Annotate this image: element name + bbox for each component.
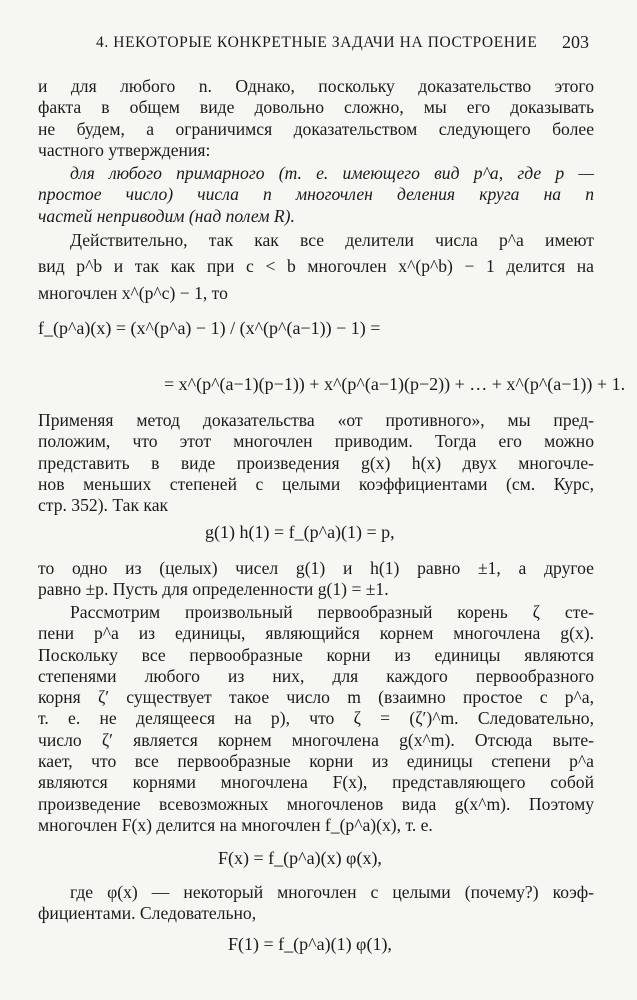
text-line: нов меньших степеней с целыми коэффициентами (см. Курс, [38,473,594,494]
text-line: число ζ′ является корнем многочлена g(x^m). Отсюда выте- [38,729,594,750]
formula-cyclotomic-lhs [38,318,380,339]
text-line: произведение всевозможных многочленов вида g(x^m). Поэтому [38,793,594,814]
text-line: простое число) числа n многочлен деления круга на n [38,184,594,205]
text-line: стр. 352). Так как [38,495,169,516]
paragraph-3 [38,410,594,516]
text-line: то одно из (целых) чисел g(1) и h(1) равно ±1, а другое [38,558,594,578]
text-line: пени p^a из единицы, являющийся корнем многочлена g(x). [38,623,594,644]
text-line: Рассмотрим произвольный первообразный корень ζ сте- [70,602,594,622]
text-line: т. е. не делящееся на p), что ζ = (ζ′)^m. Следовательно, [38,708,594,729]
formula-text: F(1) = f_(p^a)(1) φ(1), [228,934,392,954]
text-line: многочлен x^(p^c) − 1, то [38,282,228,303]
formula-factorization [218,848,382,869]
text-line: представить в виде произведения g(x) h(x) двух многочле- [38,452,594,473]
text-line: степенями любого из них, для каждого первообразного [38,665,594,686]
paragraph-5 [38,602,594,836]
page-number: 203 [562,32,589,52]
paragraph-1 [38,76,594,161]
text-line: фициентами. Следовательно, [38,903,257,924]
text-line: Поскольку все первообразные корни из единицы являются [38,644,594,665]
formula-text: g(1) h(1) = f_(p^a)(1) = p, [205,522,395,542]
paragraph-4 [38,558,594,601]
formula-product [205,522,395,543]
text-line: кает, что все первообразные корни из единицы степени p^a [38,751,594,772]
paragraph-2 [38,230,594,304]
text-line: многочлен F(x) делится на многочлен f_(p^a)(x), т. е. [38,814,433,835]
chapter-title: 4. НЕКОТОРЫЕ КОНКРЕТНЫЕ ЗАДАЧИ НА ПОСТРОЕНИЕ [96,34,538,51]
text-line: факта в общем виде довольно сложно, мы его доказывать [38,97,594,118]
text-line: не будем, а ограничимся доказательством следующего более [38,118,594,139]
formula-at-one [228,934,392,955]
text-line: корня ζ′ существует такое число m (взаимно простое с p^a, [38,687,594,708]
formula-text: f_(p^a)(x) = (x^(p^a) − 1) / (x^(p^(a−1)) − 1) = [38,318,381,338]
paragraph-6 [38,882,594,925]
text-line: Действительно, так как все делители числа p^a имеют [70,230,594,250]
formula-text: F(x) = f_(p^a)(x) φ(x), [218,848,382,868]
formula-cyclotomic-rhs [164,374,625,395]
text-line: и для любого n. Однако, поскольку доказательство этого [38,76,594,96]
text-line: где φ(x) — некоторый многочлен с целыми (почему?) коэф- [70,882,594,902]
text-line: вид p^b и так как при c < b многочлен x^(p^b) − 1 делится на [38,256,594,277]
text-line: являются корнями многочлена F(x), представляющего собой [38,772,594,793]
text-line: равно ±p. Пусть для определенности g(1) = ±1. [38,579,389,600]
running-header [0,30,637,56]
formula-text: = x^(p^(a−1)(p−1)) + x^(p^(a−1)(p−2)) + … + x^(p^(a−1)) + 1. [164,374,626,394]
text-line: для любого примарного (т. е. имеющего вид p^a, где p — [70,163,594,183]
text-line: Применяя метод доказательства «от противного», мы пред- [38,410,594,430]
text-line: положим, что этот многочлен приводим. Тогда его можно [38,431,594,452]
text-line: частного утверждения: [38,139,211,160]
text-line: частей неприводим (над полем R). [38,205,295,226]
claim-statement [38,163,594,227]
